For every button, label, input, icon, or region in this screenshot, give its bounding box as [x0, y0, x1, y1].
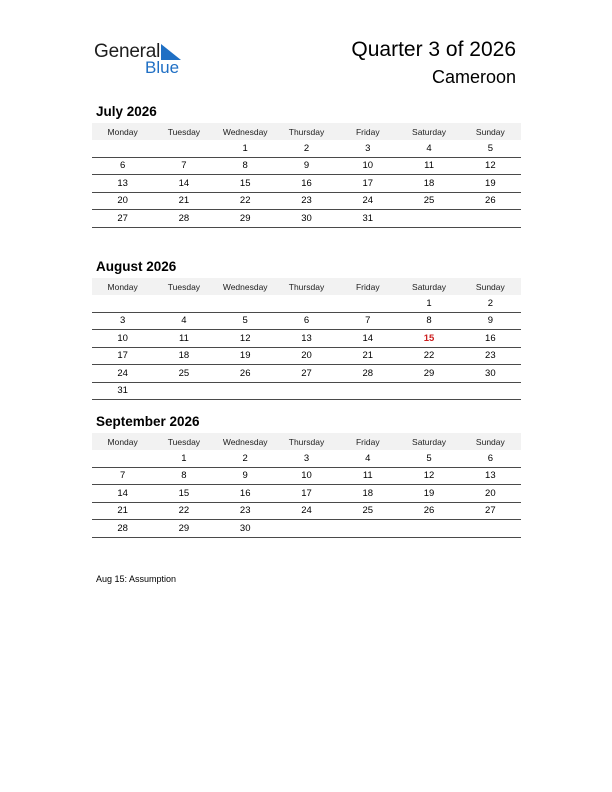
day-cell: 27: [276, 365, 337, 383]
day-cell: 28: [337, 365, 398, 383]
week-row: [92, 330, 521, 348]
day-cell: 30: [460, 365, 521, 383]
week-row: [92, 347, 521, 365]
day-cell: [153, 140, 214, 157]
weekday-header: Friday: [337, 433, 398, 450]
day-cell: 28: [92, 520, 153, 538]
day-cell: 20: [460, 485, 521, 503]
weekday-header: Monday: [92, 433, 153, 450]
weekday-header: Saturday: [398, 123, 459, 140]
week-row: [92, 192, 521, 210]
day-cell: [153, 382, 214, 400]
day-cell: 25: [337, 502, 398, 520]
day-cell: 24: [276, 502, 337, 520]
day-cell: 29: [153, 520, 214, 538]
weekday-header: Friday: [337, 123, 398, 140]
week-row: [92, 382, 521, 400]
day-cell: 16: [276, 175, 337, 193]
day-cell: 6: [92, 157, 153, 175]
weekday-header: Saturday: [398, 278, 459, 295]
weekday-header-row: [92, 433, 521, 450]
page-title: Quarter 3 of 2026: [351, 38, 516, 61]
day-cell: 11: [153, 330, 214, 348]
day-cell: 9: [276, 157, 337, 175]
day-cell: 13: [276, 330, 337, 348]
day-cell: 14: [337, 330, 398, 348]
day-cell: 1: [153, 450, 214, 467]
holiday-note: Aug 15: Assumption: [96, 574, 177, 584]
month-title: September 2026: [96, 414, 200, 429]
day-cell: 1: [398, 295, 459, 312]
week-row: [92, 312, 521, 330]
weekday-header: Wednesday: [215, 278, 276, 295]
day-cell: 29: [215, 210, 276, 228]
month-july: [92, 103, 521, 228]
day-cell: 27: [460, 502, 521, 520]
day-cell: 14: [153, 175, 214, 193]
day-cell: 3: [276, 450, 337, 467]
day-cell: 24: [92, 365, 153, 383]
weekday-header-row: [92, 123, 521, 140]
day-cell: 2: [276, 140, 337, 157]
day-cell: 19: [460, 175, 521, 193]
logo-general-text: General: [94, 41, 161, 62]
day-cell: [153, 295, 214, 312]
day-cell: 10: [92, 330, 153, 348]
day-cell: 6: [460, 450, 521, 467]
day-cell: 28: [153, 210, 214, 228]
weekday-header: Thursday: [276, 123, 337, 140]
day-cell: 25: [398, 192, 459, 210]
weekday-header: Friday: [337, 278, 398, 295]
day-cell: 15: [153, 485, 214, 503]
day-cell: 14: [92, 485, 153, 503]
day-cell: [337, 382, 398, 400]
day-cell: [215, 382, 276, 400]
week-row: [92, 295, 521, 312]
day-cell: 17: [337, 175, 398, 193]
day-cell: 16: [215, 485, 276, 503]
weekday-header: Wednesday: [215, 433, 276, 450]
day-cell: 3: [92, 312, 153, 330]
weekday-header: Tuesday: [153, 123, 214, 140]
weekday-header: Monday: [92, 278, 153, 295]
day-cell: 8: [153, 467, 214, 485]
day-cell: [460, 382, 521, 400]
week-row: [92, 175, 521, 193]
day-cell: 27: [92, 210, 153, 228]
week-row: [92, 140, 521, 157]
day-cell: 16: [460, 330, 521, 348]
day-cell: [460, 520, 521, 538]
day-cell: 31: [337, 210, 398, 228]
day-cell: 12: [398, 467, 459, 485]
day-cell: [337, 295, 398, 312]
day-cell: 23: [215, 502, 276, 520]
month-august: [92, 258, 521, 400]
day-cell: 12: [460, 157, 521, 175]
day-cell: 8: [398, 312, 459, 330]
day-cell: 5: [460, 140, 521, 157]
week-row: [92, 157, 521, 175]
day-cell: 7: [92, 467, 153, 485]
holiday-day-cell: 15: [398, 330, 459, 348]
day-cell: 24: [337, 192, 398, 210]
weekday-header: Thursday: [276, 433, 337, 450]
day-cell: 18: [153, 347, 214, 365]
day-cell: 8: [215, 157, 276, 175]
weekday-header: Tuesday: [153, 278, 214, 295]
month-title: July 2026: [96, 104, 157, 119]
day-cell: 26: [460, 192, 521, 210]
day-cell: 9: [215, 467, 276, 485]
week-row: [92, 365, 521, 383]
weekday-header: Wednesday: [215, 123, 276, 140]
week-row: [92, 450, 521, 467]
weekday-header: Sunday: [460, 123, 521, 140]
day-cell: 26: [215, 365, 276, 383]
week-row: [92, 210, 521, 228]
day-cell: 5: [398, 450, 459, 467]
day-cell: 6: [276, 312, 337, 330]
day-cell: [276, 382, 337, 400]
day-cell: [276, 295, 337, 312]
day-cell: 19: [215, 347, 276, 365]
week-row: [92, 520, 521, 538]
day-cell: 10: [276, 467, 337, 485]
day-cell: 21: [153, 192, 214, 210]
day-cell: [460, 210, 521, 228]
day-cell: 20: [276, 347, 337, 365]
day-cell: 13: [92, 175, 153, 193]
weekday-header: Sunday: [460, 433, 521, 450]
week-row: [92, 467, 521, 485]
day-cell: 18: [337, 485, 398, 503]
day-cell: 22: [215, 192, 276, 210]
day-cell: 22: [153, 502, 214, 520]
day-cell: [337, 520, 398, 538]
day-cell: [92, 295, 153, 312]
calendar-table: [92, 123, 521, 228]
day-cell: 20: [92, 192, 153, 210]
week-row: [92, 485, 521, 503]
day-cell: 18: [398, 175, 459, 193]
calendar-table: [92, 433, 521, 538]
calendar-table: [92, 278, 521, 400]
day-cell: 25: [153, 365, 214, 383]
day-cell: [276, 520, 337, 538]
day-cell: 4: [398, 140, 459, 157]
day-cell: 3: [337, 140, 398, 157]
holiday-notes: [96, 574, 176, 584]
day-cell: 29: [398, 365, 459, 383]
country-name: Cameroon: [431, 67, 516, 87]
weekday-header: Thursday: [276, 278, 337, 295]
day-cell: 21: [337, 347, 398, 365]
day-cell: [398, 520, 459, 538]
month-september: [92, 413, 521, 538]
day-cell: 23: [460, 347, 521, 365]
day-cell: 1: [215, 140, 276, 157]
day-cell: 11: [337, 467, 398, 485]
day-cell: [398, 210, 459, 228]
day-cell: 22: [398, 347, 459, 365]
day-cell: 11: [398, 157, 459, 175]
day-cell: 19: [398, 485, 459, 503]
day-cell: 23: [276, 192, 337, 210]
logo-blue-text: Blue: [145, 58, 180, 77]
day-cell: 30: [276, 210, 337, 228]
day-cell: 30: [215, 520, 276, 538]
logo: [94, 41, 194, 81]
day-cell: 21: [92, 502, 153, 520]
day-cell: 4: [153, 312, 214, 330]
day-cell: 12: [215, 330, 276, 348]
day-cell: 4: [337, 450, 398, 467]
month-title: August 2026: [96, 259, 177, 274]
day-cell: 7: [153, 157, 214, 175]
day-cell: 15: [215, 175, 276, 193]
day-cell: 17: [276, 485, 337, 503]
day-cell: [215, 295, 276, 312]
weekday-header-row: [92, 278, 521, 295]
day-cell: [92, 450, 153, 467]
day-cell: 26: [398, 502, 459, 520]
weekday-header: Tuesday: [153, 433, 214, 450]
weekday-header: Saturday: [398, 433, 459, 450]
day-cell: 31: [92, 382, 153, 400]
day-cell: 9: [460, 312, 521, 330]
weekday-header: Monday: [92, 123, 153, 140]
day-cell: [398, 382, 459, 400]
week-row: [92, 502, 521, 520]
day-cell: 7: [337, 312, 398, 330]
day-cell: 5: [215, 312, 276, 330]
weekday-header: Sunday: [460, 278, 521, 295]
day-cell: 2: [215, 450, 276, 467]
day-cell: 2: [460, 295, 521, 312]
day-cell: 13: [460, 467, 521, 485]
day-cell: [92, 140, 153, 157]
day-cell: 17: [92, 347, 153, 365]
day-cell: 10: [337, 157, 398, 175]
